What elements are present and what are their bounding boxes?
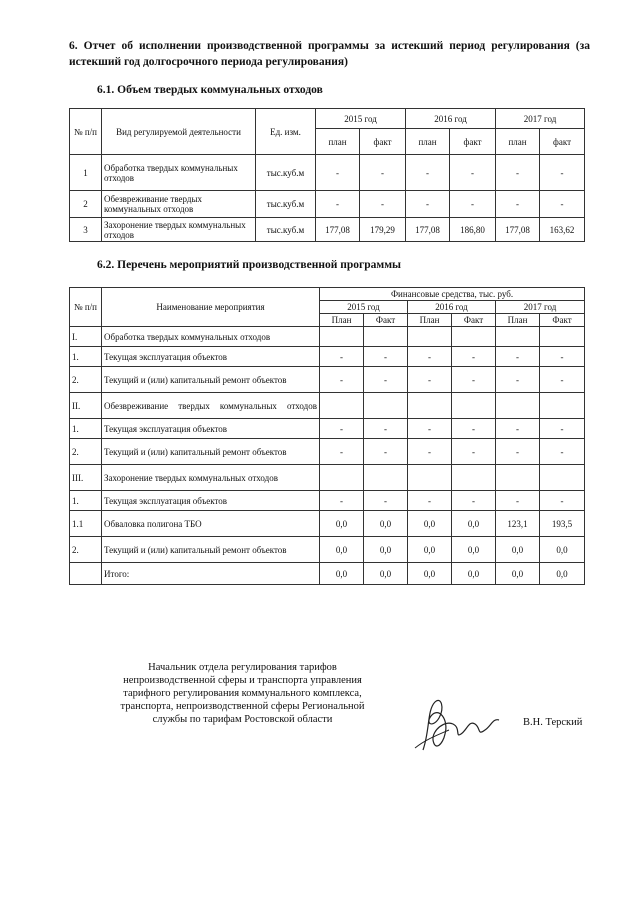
signature-position-line: непроизводственной сферы и транспорта управления: [123, 675, 362, 686]
row-num: II.: [70, 393, 102, 419]
header-num: № п/п: [70, 288, 102, 327]
cell-value: -: [408, 491, 452, 511]
cell-value: [364, 393, 408, 419]
cell-value: [364, 465, 408, 491]
cell-value: 0,0: [452, 511, 496, 537]
cell-value: -: [452, 367, 496, 393]
header-plan: План: [320, 314, 364, 327]
row-measure-name: Текущий и (или) капитальный ремонт объектов: [102, 367, 320, 393]
row-activity: Обезвреживание твердых коммунальных отходов: [102, 191, 256, 218]
cell-value: [320, 327, 364, 347]
header-plan: план: [496, 129, 540, 155]
table-row: [70, 465, 585, 491]
cell-value: 123,1: [496, 511, 540, 537]
row-num: I.: [70, 327, 102, 347]
table-row: [70, 537, 585, 563]
cell-value: -: [364, 367, 408, 393]
header-year-2015: 2015 год: [316, 109, 406, 129]
header-activity: Вид регулируемой деятельности: [102, 109, 256, 155]
row-num: III.: [70, 465, 102, 491]
signature-position-line: тарифного регулирования коммунального комплекса,: [123, 688, 362, 699]
handwritten-signature: [405, 690, 505, 760]
table-row: [70, 393, 585, 419]
cell-value: -: [364, 419, 408, 439]
table-row: [70, 511, 585, 537]
cell-value: [408, 327, 452, 347]
row-unit: тыс.куб.м: [256, 218, 316, 242]
cell-value: 0,0: [364, 537, 408, 563]
row-num: 2.: [70, 537, 102, 563]
cell-value: 0,0: [496, 563, 540, 585]
cell-value: [496, 465, 540, 491]
cell-value: -: [496, 191, 540, 218]
cell-value: 193,5: [540, 511, 585, 537]
row-num: 2: [70, 191, 102, 218]
cell-value: [320, 465, 364, 491]
signature-position: [90, 661, 395, 726]
cell-value: -: [316, 155, 360, 191]
cell-value: 0,0: [540, 537, 585, 563]
row-num: 1.: [70, 419, 102, 439]
cell-value: -: [360, 191, 406, 218]
row-activity: Захоронение твердых коммунальных отходов: [102, 218, 256, 242]
table-row: [70, 327, 585, 347]
cell-value: 0,0: [408, 537, 452, 563]
table-row: [70, 218, 585, 242]
cell-value: -: [406, 191, 450, 218]
cell-value: [540, 393, 585, 419]
row-measure-name: Обработка твердых коммунальных отходов: [102, 327, 320, 347]
cell-value: -: [360, 155, 406, 191]
cell-value: -: [452, 419, 496, 439]
header-plan: план: [316, 129, 360, 155]
cell-value: 177,08: [406, 218, 450, 242]
cell-value: [452, 393, 496, 419]
cell-value: 177,08: [316, 218, 360, 242]
cell-value: [540, 465, 585, 491]
header-fact: Факт: [364, 314, 408, 327]
signature-name: В.Н. Терский: [523, 717, 583, 728]
cell-value: -: [496, 439, 540, 465]
header-year-2017: 2017 год: [496, 109, 585, 129]
row-measure-name: Итого:: [102, 563, 320, 585]
row-measure-name: Обваловка полигона ТБО: [102, 511, 320, 537]
cell-value: 0,0: [408, 563, 452, 585]
row-measure-name: Текущая эксплуатация объектов: [102, 491, 320, 511]
row-num: [70, 563, 102, 585]
row-num: 1.1: [70, 511, 102, 537]
cell-value: -: [540, 191, 585, 218]
cell-value: -: [496, 491, 540, 511]
section-6-heading: 6. Отчет об исполнении производственной программы за истекший период регулирования (за истекший год долгосрочного периода регулирования): [69, 40, 590, 68]
cell-value: 0,0: [540, 563, 585, 585]
header-fact: Факт: [452, 314, 496, 327]
cell-value: 0,0: [496, 537, 540, 563]
cell-value: -: [452, 439, 496, 465]
row-measure-name: Текущая эксплуатация объектов: [102, 347, 320, 367]
cell-value: -: [540, 491, 585, 511]
cell-value: -: [452, 491, 496, 511]
cell-value: -: [450, 191, 496, 218]
row-num: 1: [70, 155, 102, 191]
cell-value: 0,0: [452, 537, 496, 563]
cell-value: -: [540, 419, 585, 439]
cell-value: 0,0: [320, 537, 364, 563]
header-plan: План: [496, 314, 540, 327]
header-fact: Факт: [540, 314, 585, 327]
table-row: [70, 191, 585, 218]
cell-value: -: [496, 347, 540, 367]
cell-value: -: [450, 155, 496, 191]
cell-value: -: [496, 419, 540, 439]
header-unit: Ед. изм.: [256, 109, 316, 155]
cell-value: 0,0: [320, 511, 364, 537]
header-finance: Финансовые средства, тыс. руб.: [320, 288, 585, 301]
row-num: 2.: [70, 439, 102, 465]
waste-volume-table: [69, 108, 585, 242]
cell-value: [364, 327, 408, 347]
header-fact: факт: [360, 129, 406, 155]
cell-value: [496, 393, 540, 419]
cell-value: -: [540, 367, 585, 393]
cell-value: [496, 327, 540, 347]
cell-value: [452, 465, 496, 491]
signature-position-line: транспорта, непроизводственной сферы Региональной: [120, 701, 365, 712]
header-plan: план: [406, 129, 450, 155]
header-year-2015: 2015 год: [320, 301, 408, 314]
cell-value: -: [540, 439, 585, 465]
cell-value: [540, 327, 585, 347]
header-fact: факт: [450, 129, 496, 155]
cell-value: 0,0: [364, 563, 408, 585]
cell-value: -: [320, 419, 364, 439]
row-num: 1.: [70, 491, 102, 511]
row-unit: тыс.куб.м: [256, 191, 316, 218]
cell-value: -: [496, 155, 540, 191]
header-num: № п/п: [70, 109, 102, 155]
cell-value: -: [320, 347, 364, 367]
section-6-2-title: 6.2. Перечень мероприятий производственной программы: [97, 259, 402, 271]
row-measure-name: Захоронение твердых коммунальных отходов: [102, 465, 320, 491]
cell-value: -: [320, 439, 364, 465]
cell-value: 0,0: [364, 511, 408, 537]
table-row: [70, 347, 585, 367]
cell-value: -: [364, 439, 408, 465]
cell-value: 177,08: [496, 218, 540, 242]
row-activity: Обработка твердых коммунальных отходов: [102, 155, 256, 191]
table-row: [70, 563, 585, 585]
cell-value: -: [496, 367, 540, 393]
signature-position-line: Начальник отдела регулирования тарифов: [148, 662, 337, 673]
header-name: Наименование мероприятия: [102, 288, 320, 327]
row-num: 3: [70, 218, 102, 242]
cell-value: [408, 393, 452, 419]
cell-value: 163,62: [540, 218, 585, 242]
cell-value: -: [540, 347, 585, 367]
header-year-2017: 2017 год: [496, 301, 585, 314]
cell-value: -: [320, 367, 364, 393]
cell-value: [452, 327, 496, 347]
cell-value: -: [540, 155, 585, 191]
cell-value: -: [408, 367, 452, 393]
cell-value: -: [408, 347, 452, 367]
cell-value: 186,80: [450, 218, 496, 242]
row-num: 1.: [70, 347, 102, 367]
header-fact: факт: [540, 129, 585, 155]
cell-value: 0,0: [408, 511, 452, 537]
cell-value: -: [408, 419, 452, 439]
signature-position-line: службы по тарифам Ростовской области: [152, 714, 333, 725]
table-row: [70, 419, 585, 439]
table-row: [70, 439, 585, 465]
measures-table: [69, 287, 585, 585]
row-measure-name: Текущий и (или) капитальный ремонт объектов: [102, 537, 320, 563]
cell-value: -: [364, 347, 408, 367]
cell-value: -: [408, 439, 452, 465]
row-measure-name: Текущая эксплуатация объектов: [102, 419, 320, 439]
row-num: 2.: [70, 367, 102, 393]
section-6-1-title: 6.1. Объем твердых коммунальных отходов: [97, 84, 323, 96]
cell-value: 0,0: [320, 563, 364, 585]
row-unit: тыс.куб.м: [256, 155, 316, 191]
row-measure-name: Обезвреживание твердых коммунальных отходов: [102, 393, 320, 419]
header-year-2016: 2016 год: [406, 109, 496, 129]
cell-value: [320, 393, 364, 419]
cell-value: 179,29: [360, 218, 406, 242]
cell-value: -: [406, 155, 450, 191]
table-row: [70, 155, 585, 191]
row-measure-name: Текущий и (или) капитальный ремонт объектов: [102, 439, 320, 465]
table-row: [70, 367, 585, 393]
header-year-2016: 2016 год: [408, 301, 496, 314]
cell-value: -: [316, 191, 360, 218]
cell-value: [408, 465, 452, 491]
cell-value: -: [452, 347, 496, 367]
cell-value: -: [364, 491, 408, 511]
table-row: [70, 491, 585, 511]
cell-value: -: [320, 491, 364, 511]
cell-value: 0,0: [452, 563, 496, 585]
header-plan: План: [408, 314, 452, 327]
